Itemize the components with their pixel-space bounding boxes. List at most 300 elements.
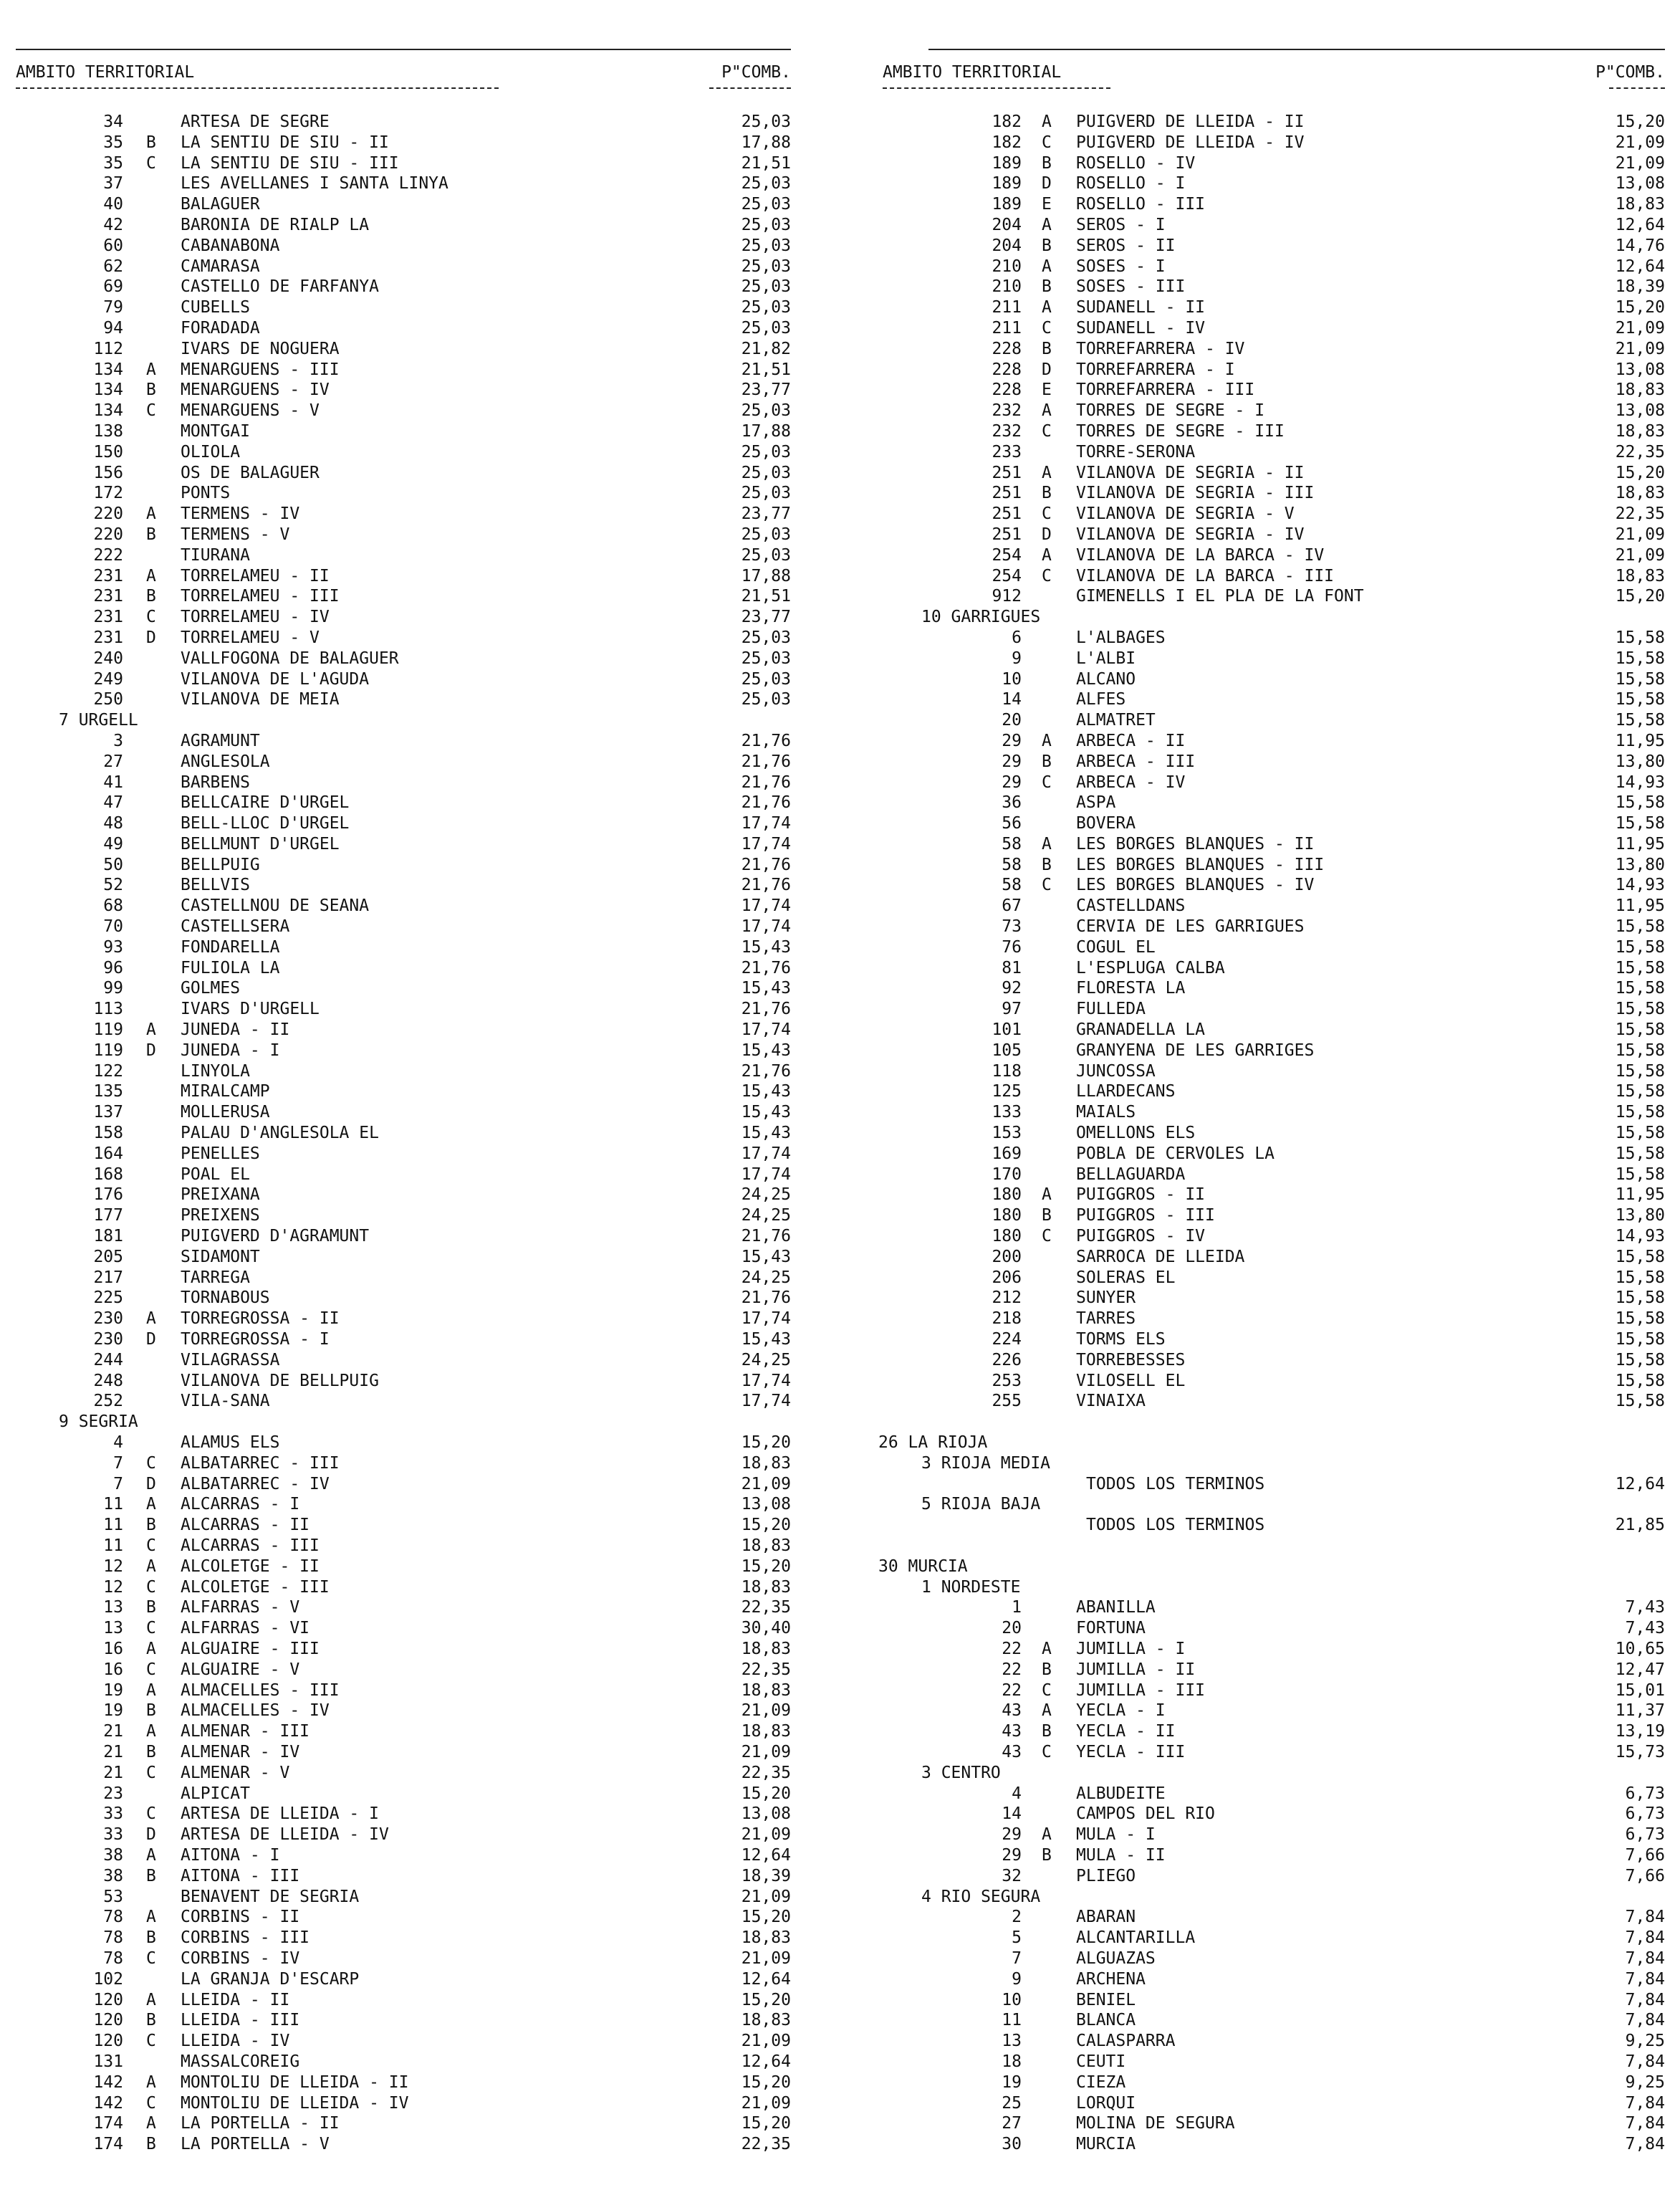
municipality-name: FORTUNA [1076,1619,1146,1638]
zone-letter: A [1042,215,1052,234]
pcomb-value: 12,64 [1615,257,1665,276]
municipality-code: 180 [992,1227,1022,1246]
table-row [16,1866,791,1887]
table-row [878,194,1665,215]
pcomb-value: 15,20 [1615,298,1665,317]
municipality-name: YECLA - I [1076,1701,1166,1721]
table-row [16,1742,791,1763]
municipality-name: ROSELLO - III [1076,195,1206,214]
pcomb-value: 11,37 [1615,1701,1665,1721]
municipality-code: 180 [992,1185,1022,1205]
zone-letter: A [146,360,156,379]
pcomb-value: 22,35 [1615,504,1665,524]
municipality-code: 35 [103,133,123,152]
municipality-name: BELLVIS [181,876,250,895]
municipality-code: 30 [1002,2135,1022,2154]
table-row [16,1969,791,1990]
table-row [878,421,1665,442]
pcomb-value: 7,43 [1625,1598,1665,1617]
municipality-name: CORBINS - III [181,1928,310,1948]
municipality-name: LORQUI [1076,2093,1136,2113]
municipality-code: 120 [93,1990,123,2009]
table-row [878,2010,1665,2031]
municipality-name: JUNEDA - I [181,1041,280,1060]
municipality-code: 251 [992,525,1022,544]
pcomb-value: 7,84 [1625,1990,1665,2009]
municipality-name: PUIGGROS - IV [1076,1227,1206,1246]
pcomb-value: 15,58 [1615,711,1665,730]
municipality-name: TORREBESSES [1076,1350,1186,1369]
pcomb-value: 15,43 [741,1247,791,1266]
municipality-code: 226 [992,1350,1022,1369]
municipality-name: ALMACELLES - IV [181,1701,330,1721]
municipality-name: CIEZA [1076,2072,1126,2092]
municipality-name: ALFARRAS - VI [181,1619,310,1638]
municipality-code: 14 [1002,690,1022,709]
header-ambito: AMBITO TERRITORIAL [16,63,195,82]
pcomb-value: 17,74 [741,1165,791,1184]
zone-letter: C [146,153,156,173]
municipality-code: 10 [1002,1990,1022,2009]
municipality-name: ALCOLETGE - II [181,1556,320,1576]
table-row [16,566,791,587]
zone-letter: D [146,1474,156,1493]
table-row [16,978,791,999]
pcomb-value: 25,03 [741,649,791,668]
pcomb-value: 25,03 [741,442,791,462]
municipality-name: ARBECA - III [1076,752,1196,771]
pcomb-value: 15,43 [741,979,791,998]
pcomb-value: 17,74 [741,814,791,833]
header-underline-value [1609,87,1665,89]
pcomb-value: 23,77 [741,608,791,627]
municipality-name: VILANOVA DE SEGRIA - II [1076,463,1305,482]
pcomb-value: 7,84 [1625,1908,1665,1927]
pcomb-value: 21,85 [1615,1516,1665,1535]
pcomb-value: 24,25 [741,1185,791,1205]
municipality-code: 252 [93,1392,123,1411]
table-row [16,1350,791,1371]
municipality-name: GRANYENA DE LES GARRIGES [1076,1041,1315,1060]
pcomb-value: 21,76 [741,1288,791,1308]
municipality-code: 1 [1012,1598,1022,1617]
pcomb-value: 21,51 [741,153,791,173]
zone-letter: C [1042,1680,1052,1700]
municipality-name: SUNYER [1076,1288,1136,1308]
municipality-code: 220 [93,504,123,524]
pcomb-value: 17,74 [741,1371,791,1390]
table-row [16,257,791,277]
zone-letter: C [1042,421,1052,441]
municipality-name: MENARGUENS - IV [181,381,330,400]
table-row [16,1247,791,1268]
municipality-name: BELLMUNT D'URGEL [181,834,340,853]
zone-letter: D [146,1330,156,1349]
municipality-name: CASTELLSERA [181,917,290,937]
table-row [16,793,791,813]
table-row [16,1391,791,1412]
municipality-name: LES AVELLANES I SANTA LINYA [181,174,448,193]
municipality-name: SOSES - III [1076,277,1186,297]
municipality-code: 134 [93,360,123,379]
municipality-name: SUDANELL - IV [1076,318,1206,338]
zone-letter: C [1042,133,1052,152]
municipality-code: 68 [103,896,123,916]
table-row [16,236,791,257]
zone-letter: B [146,2135,156,2154]
header-underline [16,87,499,89]
municipality-name: LA PORTELLA - II [181,2114,340,2133]
table-row [16,999,791,1020]
municipality-code: 158 [93,1124,123,1143]
municipality-name: MENARGUENS - V [181,401,320,421]
municipality-name: GIMENELLS I EL PLA DE LA FONT [1076,587,1364,606]
table-row [16,1825,791,1845]
pcomb-value: 24,25 [741,1268,791,1287]
pcomb-value: 21,09 [1615,133,1665,152]
pcomb-value: 21,76 [741,1000,791,1019]
zone-letter: B [1042,752,1052,771]
pcomb-value: 15,58 [1615,1041,1665,1060]
pcomb-value: 21,51 [741,360,791,379]
top-rule [928,49,1665,50]
table-row [16,2031,791,2052]
municipality-name: SEROS - I [1076,215,1166,234]
municipality-code: 21 [103,1722,123,1741]
municipality-name: PLIEGO [1076,1866,1136,1885]
table-row [878,360,1665,381]
zone-letter: B [146,381,156,400]
table-row [16,1371,791,1392]
municipality-code: 233 [992,442,1022,462]
pcomb-value: 9,25 [1625,2072,1665,2092]
pcomb-value: 21,09 [1615,545,1665,565]
zone-letter: A [146,2072,156,2092]
region-heading [16,710,791,731]
subregion-heading [878,607,1665,628]
table-row [878,731,1665,752]
municipality-code: 79 [103,298,123,317]
table-row [878,1350,1665,1371]
municipality-name: ALMACELLES - III [181,1680,340,1700]
table-row [878,875,1665,896]
table-row [878,1226,1665,1247]
municipality-code: 200 [992,1247,1022,1266]
zone-letter: D [146,1041,156,1060]
table-row [878,257,1665,277]
table-row [878,937,1665,958]
pcomb-value: 21,82 [741,339,791,358]
municipality-code: 255 [992,1392,1022,1411]
zone-letter: D [146,628,156,647]
municipality-name: CABANABONA [181,236,280,255]
pcomb-value: 7,66 [1625,1845,1665,1865]
pcomb-value: 12,64 [1615,215,1665,234]
municipality-code: 20 [1002,711,1022,730]
table-row [878,545,1665,566]
zone-letter: A [146,1722,156,1741]
municipality-code: 62 [103,257,123,276]
municipality-code: 240 [93,649,123,668]
zone-letter: C [146,608,156,627]
municipality-code: 32 [1002,1866,1022,1885]
table-row [16,1020,791,1041]
pcomb-value: 15,58 [1615,1371,1665,1390]
pcomb-value: 15,73 [1615,1742,1665,1761]
pcomb-value: 25,03 [741,113,791,131]
municipality-name: VILANOVA DE LA BARCA - III [1076,566,1335,585]
municipality-code: 118 [992,1061,1022,1081]
municipality-code: 16 [103,1639,123,1658]
table-row [878,1371,1665,1392]
table-row [878,1102,1665,1123]
table-row [16,1474,791,1495]
municipality-name: ABANILLA [1076,1598,1156,1617]
zone-letter: C [146,1577,156,1597]
pcomb-value: 25,03 [741,463,791,482]
zone-letter: A [146,1020,156,1040]
pcomb-value: 21,09 [741,1948,791,1968]
pcomb-value: 22,35 [741,1598,791,1617]
header-pcomb: P"COMB. [1595,63,1665,82]
region-heading [878,1556,1665,1577]
municipality-name: TARRES [1076,1309,1136,1329]
zone-letter: A [1042,1825,1052,1845]
municipality-name: TORRELAMEU - III [181,587,340,606]
municipality-code: 101 [992,1020,1022,1040]
municipality-code: 21 [103,1763,123,1782]
table-row [878,1288,1665,1309]
municipality-name: TORRES DE SEGRE - III [1076,421,1285,441]
municipality-name: SIDAMONT [181,1247,260,1266]
municipality-name: MENARGUENS - III [181,360,340,379]
table-row [878,649,1665,669]
municipality-name: ROSELLO - IV [1076,153,1196,173]
pcomb-value: 25,03 [741,669,791,689]
municipality-name: PONTS [181,484,231,503]
municipality-code: 210 [992,257,1022,276]
municipality-code: 253 [992,1371,1022,1390]
table-row [16,1928,791,1948]
pcomb-value: 25,03 [741,298,791,317]
table-row [16,1990,791,2011]
municipality-name: MIRALCAMP [181,1082,270,1101]
municipality-name: ANGLESOLA [181,752,270,771]
municipality-name: ALMENAR - V [181,1763,290,1782]
table-row [16,1329,791,1350]
municipality-name: TERMENS - IV [181,504,300,524]
pcomb-value: 7,84 [1625,2093,1665,2113]
table-row [16,1268,791,1288]
municipality-name: TORRE-SERONA [1076,442,1196,462]
municipality-name: CASTELLO DE FARFANYA [181,277,379,297]
pcomb-value: 15,58 [1615,979,1665,998]
municipality-name: MURCIA [1076,2135,1136,2154]
municipality-code: 212 [992,1288,1022,1308]
pcomb-value: 18,83 [1615,421,1665,441]
pcomb-value: 15,58 [1615,669,1665,689]
municipality-code: 174 [93,2135,123,2154]
municipality-name: MONTOLIU DE LLEIDA - IV [181,2093,409,2113]
municipality-name: VILANOVA DE LA BARCA - IV [1076,545,1325,565]
region-heading [16,1412,791,1433]
municipality-code: 182 [992,113,1022,131]
municipality-code: 254 [992,566,1022,585]
table-row [16,112,791,133]
zone-letter: B [1042,1722,1052,1741]
municipality-name: CEUTI [1076,2052,1126,2071]
pcomb-value: 25,03 [741,545,791,565]
municipality-name: LES BORGES BLANQUES - IV [1076,876,1315,895]
zone-letter: C [146,401,156,421]
zone-letter: D [1042,360,1052,379]
zone-letter: B [1042,1660,1052,1679]
header-pcomb: P"COMB. [721,63,791,82]
pcomb-value: 15,58 [1615,1268,1665,1287]
pcomb-value: 12,64 [741,2052,791,2071]
table-row [16,1515,791,1536]
table-row [878,710,1665,731]
municipality-name: OLIOLA [181,442,241,462]
municipality-name: CAMPOS DEL RIO [1076,1804,1215,1824]
municipality-name: VILANOVA DE SEGRIA - IV [1076,525,1305,544]
zone-letter: B [146,587,156,606]
pcomb-value: 7,84 [1625,2135,1665,2154]
municipality-name: LA SENTIU DE SIU - III [181,153,399,173]
table-row [878,1041,1665,1061]
municipality-code: 7 [113,1474,123,1493]
table-row [878,2072,1665,2093]
municipality-name: L'ESPLUGA CALBA [1076,958,1225,977]
municipality-code: 230 [93,1330,123,1349]
municipality-code: 244 [93,1350,123,1369]
table-row [878,1804,1665,1825]
table-row [16,2134,791,2155]
zone-letter: B [1042,484,1052,503]
municipality-name: CERVIA DE LES GARRIGUES [1076,917,1305,937]
region-label: 7 URGELL [59,711,138,730]
municipality-name: VINAIXA [1076,1392,1146,1411]
municipality-code: 93 [103,937,123,957]
table-row [16,525,791,545]
pcomb-value: 15,43 [741,1041,791,1060]
municipality-code: 38 [103,1845,123,1865]
pcomb-value: 13,80 [1615,752,1665,771]
municipality-code: 181 [93,1227,123,1246]
pcomb-value: 17,88 [741,133,791,152]
zone-letter: B [146,1742,156,1761]
table-row [16,1144,791,1165]
table-row [878,1391,1665,1412]
table-row [16,1061,791,1082]
municipality-code: 251 [992,484,1022,503]
pcomb-value: 21,76 [741,793,791,813]
zone-letter: A [146,1990,156,2009]
pcomb-value: 25,03 [741,195,791,214]
municipality-name: MULA - I [1076,1825,1156,1845]
pcomb-value: 21,76 [741,958,791,977]
zone-letter: C [146,1660,156,1679]
table-row [878,1061,1665,1082]
municipality-name: GRANADELLA LA [1076,1020,1206,1040]
municipality-code: 70 [103,917,123,937]
pcomb-value: 13,80 [1615,1206,1665,1225]
table-row [878,1329,1665,1350]
subregion-label: 1 NORDESTE [921,1577,1021,1597]
municipality-code: 48 [103,814,123,833]
zone-letter: A [1042,731,1052,750]
zone-letter: C [1042,318,1052,338]
pcomb-value: 25,03 [741,484,791,503]
municipality-name: GOLMES [181,979,241,998]
table-row [16,318,791,339]
table-row [16,1041,791,1061]
table-row [878,1144,1665,1165]
table-row [878,442,1665,463]
pcomb-value: 30,40 [741,1619,791,1638]
table-row [16,2010,791,2031]
municipality-code: 29 [1002,1845,1022,1865]
municipality-name: MONTGAI [181,421,250,441]
municipality-code: 23 [103,1784,123,1803]
municipality-name: BELL-LLOC D'URGEL [181,814,350,833]
table-row [878,1081,1665,1102]
pcomb-value: 15,20 [741,2114,791,2133]
spacer-row [878,1536,1665,1556]
municipality-name: TERMENS - V [181,525,290,544]
municipality-name: VILANOVA DE SEGRIA - III [1076,484,1315,503]
table-row [878,2113,1665,2134]
table-row [878,1948,1665,1969]
municipality-name: TIURANA [181,545,250,565]
pcomb-value: 11,95 [1615,1185,1665,1205]
zone-letter: A [1042,113,1052,131]
table-row [878,752,1665,773]
municipality-code: 135 [93,1082,123,1101]
pcomb-value: 13,19 [1615,1722,1665,1741]
zone-letter: B [1042,1206,1052,1225]
municipality-code: 7 [1012,1948,1022,1968]
table-row [878,1928,1665,1948]
municipality-name: LA PORTELLA - V [181,2135,330,2154]
header-underline [883,87,1110,89]
pcomb-value: 21,76 [741,1227,791,1246]
table-row [16,1948,791,1969]
table-row [878,297,1665,318]
pcomb-value: 14,93 [1615,876,1665,895]
municipality-name: AITONA - III [181,1866,300,1885]
municipality-name: JUMILLA - II [1076,1660,1196,1679]
table-row [878,401,1665,421]
pcomb-value: 25,03 [741,401,791,421]
zone-letter: B [146,525,156,544]
municipality-name: OMELLONS ELS [1076,1124,1196,1143]
municipality-code: 7 [113,1453,123,1473]
municipality-name: BARONIA DE RIALP LA [181,215,370,234]
table-row [16,1701,791,1721]
municipality-code: 156 [93,463,123,482]
municipality-code: 29 [1002,1825,1022,1845]
municipality-name: ALMENAR - III [181,1722,310,1741]
table-row [16,277,791,297]
zone-letter: C [146,1948,156,1968]
municipality-code: 34 [103,113,123,131]
zone-letter: A [1042,257,1052,276]
municipality-code: 29 [1002,773,1022,792]
pcomb-value: 12,64 [741,1845,791,1865]
table-row [16,297,791,318]
pcomb-value: 7,84 [1625,2052,1665,2071]
